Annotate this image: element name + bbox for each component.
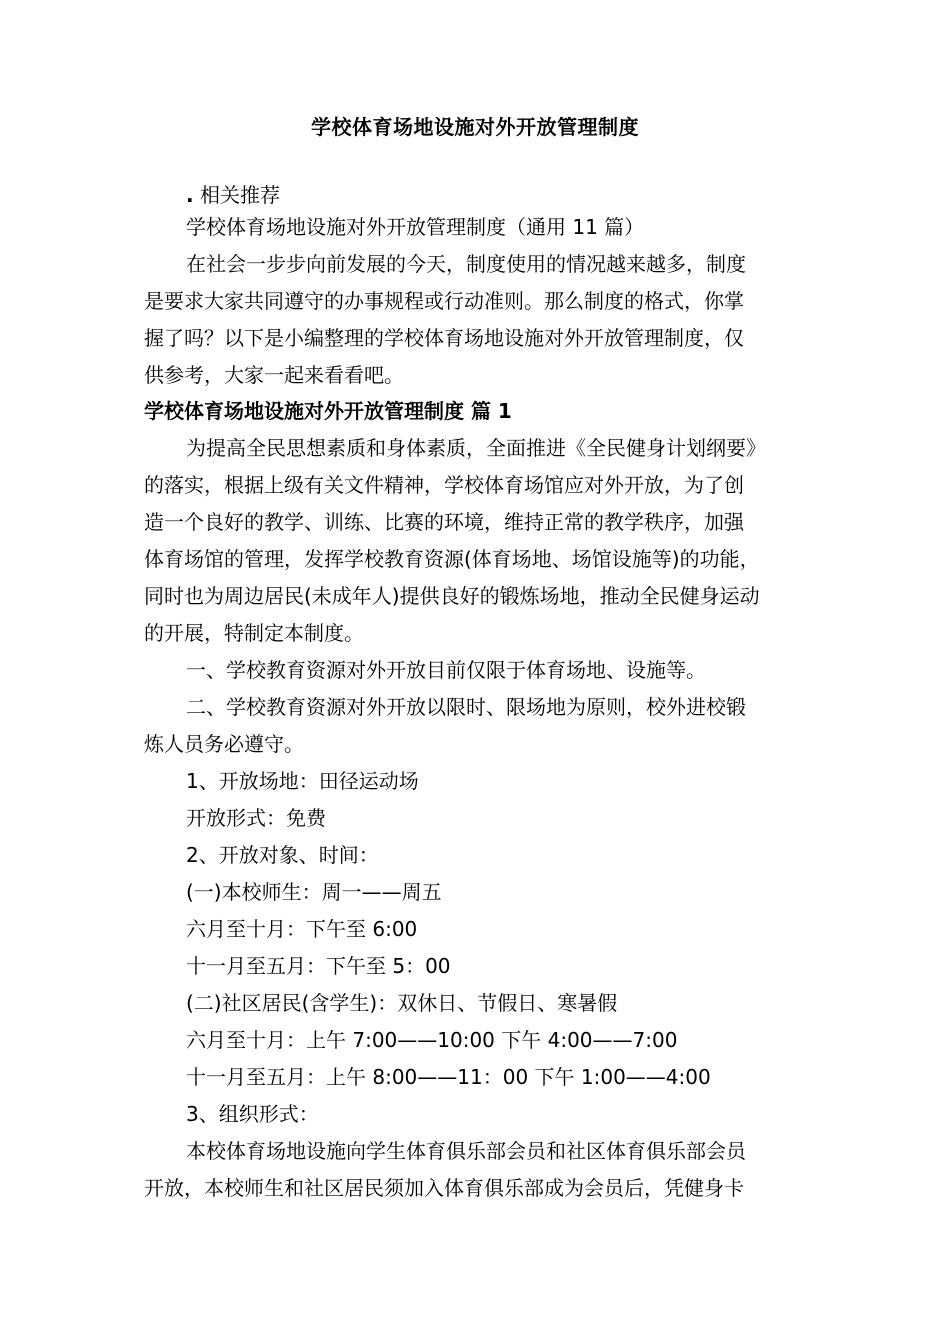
list-item: (一)本校师生：周一——周五 — [186, 880, 442, 904]
paragraph-line: 的落实，根据上级有关文件精神，学校体育场馆应对外开放，为了创 — [144, 473, 744, 497]
list-item: 十一月至五月：上午 8:00——11：00 下午 1:00——4:00 — [186, 1065, 711, 1089]
list-item: 六月至十月：下午至 6:00 — [186, 917, 418, 941]
paragraph-line: 体育场馆的管理，发挥学校教育资源(体育场地、场馆设施等)的功能， — [144, 547, 760, 571]
list-item: 1、开放场地：田径运动场 — [186, 769, 419, 793]
list-item: (二)社区居民(含学生)：双休日、节假日、寒暑假 — [186, 991, 618, 1015]
document-title: 学校体育场地设施对外开放管理制度 — [311, 115, 639, 139]
list-item: 3、组织形式： — [186, 1102, 319, 1126]
paragraph-line: 炼人员务必遵守。 — [144, 732, 304, 756]
paragraph-line: 同时也为周边居民(未成年人)提供良好的锻炼场地，推动全民健身运动 — [144, 584, 760, 608]
paragraph-line: 为提高全民思想素质和身体素质，全面推进《全民健身计划纲要》 — [186, 436, 766, 460]
list-item: 2、开放对象、时间： — [186, 843, 379, 867]
paragraph-line: 造一个良好的教学、训练、比赛的环境，维持正常的教学秩序，加强 — [144, 510, 744, 534]
paragraph-line: 二、学校教育资源对外开放以限时、限场地为原则，校外进校锻 — [186, 695, 746, 719]
paragraph-line: 在社会一步步向前发展的今天，制度使用的情况越来越多，制度 — [186, 252, 746, 276]
section-heading: 学校体育场地设施对外开放管理制度 篇 1 — [144, 399, 512, 423]
paragraph-line: 供参考，大家一起来看看吧。 — [144, 363, 404, 387]
paragraph-line: 一、学校教育资源对外开放目前仅限于体育场地、设施等。 — [186, 658, 706, 682]
bullet-icon: . — [186, 183, 194, 207]
paragraph-line: 本校体育场地设施向学生体育俱乐部会员和社区体育俱乐部会员 — [186, 1139, 746, 1163]
list-item: 开放形式：免费 — [186, 806, 326, 830]
related-heading — [186, 180, 280, 210]
subtitle-line: 学校体育场地设施对外开放管理制度（通用 11 篇） — [186, 215, 645, 239]
related-label: 相关推荐 — [199, 183, 280, 207]
paragraph-line: 是要求大家共同遵守的办事规程或行动准则。那么制度的格式，你掌 — [144, 289, 744, 313]
list-item: 六月至十月：上午 7:00——10:00 下午 4:00——7:00 — [186, 1028, 678, 1052]
list-item: 十一月至五月：下午至 5：00 — [186, 954, 451, 978]
paragraph-line: 的开展，特制定本制度。 — [144, 621, 364, 645]
paragraph-line: 握了吗？以下是小编整理的学校体育场地设施对外开放管理制度，仅 — [144, 326, 744, 350]
paragraph-line: 开放，本校师生和社区居民须加入体育俱乐部成为会员后，凭健身卡 — [144, 1176, 744, 1200]
